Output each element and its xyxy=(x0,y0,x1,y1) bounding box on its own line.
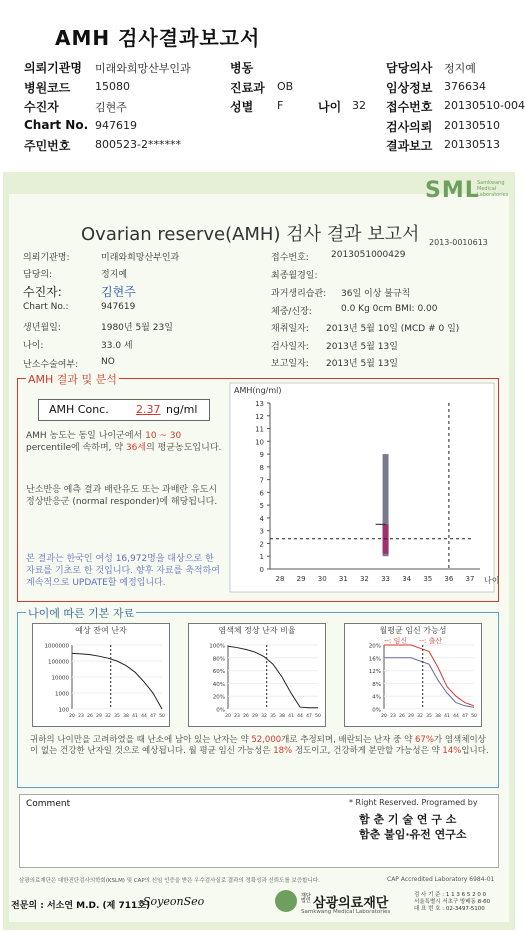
y-tick-label: 13 xyxy=(255,400,264,408)
x-tick-label: 20 xyxy=(381,714,387,719)
remaining-eggs-chart xyxy=(32,623,170,727)
amh-result-section xyxy=(17,373,500,602)
y-tick-label: 11 xyxy=(255,425,264,434)
lab-name-2: 함춘 불임·유전 연구소 xyxy=(359,828,467,841)
sml-logo-sub: Samkwang Medical Laboratories xyxy=(477,180,509,198)
value: 정지예 xyxy=(444,62,476,75)
x-tick-label: 38 xyxy=(279,714,285,719)
y-tick-label: 1 xyxy=(259,553,264,562)
y-tick-label: 20% xyxy=(368,643,381,650)
x-tick-label: 23 xyxy=(390,714,396,719)
x-tick-label: 23 xyxy=(234,714,240,719)
value: 800523-2****** xyxy=(95,138,181,151)
x-tick-label: 20 xyxy=(225,714,231,719)
y-tick-label: 100% xyxy=(209,643,225,650)
x-tick-label: 41 xyxy=(132,714,138,719)
legend-pregnancy: --: 임신 xyxy=(384,637,408,645)
label: Chart No. xyxy=(24,118,89,132)
value: 20130510-004 xyxy=(444,99,525,112)
y-tick-label: 0 xyxy=(259,566,264,574)
label: 임상정보 xyxy=(386,81,433,95)
label: 담당의사 xyxy=(386,61,433,75)
y-tick-label: 16% xyxy=(368,656,381,663)
value: 947619 xyxy=(95,119,137,132)
amh-value: 2.37 xyxy=(136,403,161,416)
doctor-signature: SoyeonSeo xyxy=(143,895,205,908)
y-tick-label: 12 xyxy=(255,412,264,421)
footnote: 삼광의료재단은 대한진단검사의학회(KSLM) 및 CAP의 신임 인증을 받은 우수검사실로 결과의 정확성과 신뢰도를 보증합니다. xyxy=(19,878,320,884)
x-tick-label: 32 xyxy=(261,714,267,719)
foundation-logo-icon xyxy=(275,890,297,912)
page-title: AMH 검사결과보고서 xyxy=(55,26,261,50)
x-tick-label: 32 xyxy=(359,575,369,583)
x-tick-label: 29 xyxy=(408,714,414,719)
label: 성별 xyxy=(230,100,254,114)
y-tick-label: 0% xyxy=(216,707,225,714)
value: 32 xyxy=(352,99,366,112)
x-tick-label: 50 xyxy=(315,714,321,719)
y-tick-label: 100000 xyxy=(48,659,69,666)
x-tick-label: 20 xyxy=(69,714,75,719)
y-tick-label: 40% xyxy=(212,681,225,688)
x-tick-label: 44 xyxy=(453,714,459,719)
x-tick-label: 47 xyxy=(306,714,312,719)
cap-note: CAP Accredited Laboratory 6984-01 xyxy=(387,876,495,883)
value: 20130510 xyxy=(444,119,500,132)
report-title: Ovarian reserve(AMH) 검사 결과 보고서 xyxy=(81,224,420,245)
x-tick-label: 31 xyxy=(338,575,348,583)
x-tick-label: 41 xyxy=(444,714,450,719)
x-tick-label: 41 xyxy=(288,714,294,719)
value: 376634 xyxy=(444,80,486,93)
y-tick-label: 3 xyxy=(259,527,264,536)
y-tick-label: 8 xyxy=(259,463,264,472)
scanned-report xyxy=(3,172,515,930)
section-title: 나이에 따른 기본 자료 xyxy=(28,607,135,620)
rights-note: * Right Reserved. Programed by xyxy=(349,798,478,807)
label: 병동 xyxy=(230,61,254,75)
y-tick-label: 8% xyxy=(372,681,381,688)
x-tick-label: 47 xyxy=(462,714,468,719)
x-tick-label: 38 xyxy=(123,714,129,719)
x-tick-label: 44 xyxy=(297,714,303,719)
label: 검사의뢰 xyxy=(386,120,433,134)
lab-name-1: 함 춘 기 술 연 구 소 xyxy=(359,813,457,826)
y-tick-label: 100 xyxy=(58,707,69,714)
x-tick-label: 50 xyxy=(159,714,165,719)
x-tick-label: 35 xyxy=(270,714,276,719)
amh-interpretation: AMH 농도는 동일 나이군에서 10 ~ 30 percentile에 속하며, 약 36세의 평균농도입니다. xyxy=(26,431,222,453)
value: OB xyxy=(277,80,294,93)
label: 수진자 xyxy=(24,100,59,114)
x-tick-label: 38 xyxy=(435,714,441,719)
x-tick-label: 28 xyxy=(275,575,285,583)
label: 접수번호 xyxy=(386,100,433,114)
sml-logo: SML xyxy=(425,178,480,203)
chart-title: 월평균 임신 가능성 xyxy=(379,626,447,635)
x-tick-label: 35 xyxy=(423,575,433,583)
x-tick-label: 50 xyxy=(471,714,477,719)
y-tick-label: 7 xyxy=(259,476,264,485)
x-tick-label: 30 xyxy=(317,575,327,583)
y-tick-label: 1000 xyxy=(55,691,69,698)
x-tick-label: 36 xyxy=(444,575,454,583)
age-data-section xyxy=(17,607,499,788)
x-tick-label: 47 xyxy=(150,714,156,719)
x-tick-label: 32 xyxy=(417,714,423,719)
x-tick-label: 44 xyxy=(141,714,147,719)
x-tick-label: 26 xyxy=(399,714,405,719)
legend-birth: --: 출산 xyxy=(419,637,443,645)
foundation-prefix: 재단법인 xyxy=(301,893,311,904)
pregnancy-chance-chart xyxy=(344,623,482,727)
foundation-name: 삼광의료재단 xyxy=(313,896,389,911)
chart-title: AMH(ng/ml) xyxy=(234,386,282,395)
label: 결과보고 xyxy=(386,139,433,153)
value: 김현주 xyxy=(95,101,127,114)
chart-title: 염색체 정상 난자 비율 xyxy=(218,626,296,635)
label: 의뢰기관명 xyxy=(24,61,82,75)
x-tick-label: 23 xyxy=(78,714,84,719)
label: 병원코드 xyxy=(24,81,71,95)
y-tick-label: 10000 xyxy=(51,675,69,682)
x-tick-label: 29 xyxy=(296,575,306,583)
doctor-name: 전문의 : 서소연 M.D. (제 711호) xyxy=(11,901,151,911)
value: F xyxy=(277,99,284,112)
x-tick-label: 33 xyxy=(381,575,391,583)
y-tick-label: 0% xyxy=(372,707,381,714)
x-tick-label: 26 xyxy=(243,714,249,719)
age-summary: 귀하의 나이만을 고려하였을 때 난소에 남아 있는 난자는 약 52,000개로 추정되며, 배란되는 난자 중 약 67%가 염색체이상이 없는 건강한 난자일 것으로 예상됩니다. 월 평균 임신 가능성은 18% 정도이고, 건강하게 분만할 가능성은 약 14%입니다. xyxy=(30,735,489,756)
value: 20130513 xyxy=(444,138,500,151)
x-tick-label: 32 xyxy=(105,714,111,719)
contact-info: 검 사 기 준 : 1 1 3 6 5 2 0 0 서울특별시 서초구 방배동 8-60 대 표 번 호 : 02-3497-5100 xyxy=(414,892,491,912)
y-tick-label: 10 xyxy=(255,438,264,447)
y-tick-label: 20% xyxy=(212,694,225,701)
amh-age-chart xyxy=(230,383,500,593)
x-tick-label: 29 xyxy=(96,714,102,719)
amh-response: 난소반응 예측 결과 배란유도 또는 과배란 유도시 정상반응군 (normal responder)에 해당됩니다. xyxy=(26,485,218,507)
x-tick-label: 35 xyxy=(426,714,432,719)
value: 15080 xyxy=(95,80,130,93)
chart-title: 예상 잔여 난자 xyxy=(75,626,127,635)
x-tick-label: 34 xyxy=(402,575,412,583)
y-tick-label: 4 xyxy=(259,514,264,523)
x-tick-label: 26 xyxy=(87,714,93,719)
y-tick-label: 2 xyxy=(259,540,264,549)
x-tick-label: 37 xyxy=(465,575,475,583)
y-tick-label: 1000000 xyxy=(44,643,69,650)
y-tick-label: 12% xyxy=(368,669,381,676)
y-tick-label: 5 xyxy=(259,502,264,511)
foundation-name-en: Samkwang Medical Laboratories xyxy=(301,909,391,915)
report-paper: SML Samkwang Medical Laboratories Ovarian reserve(AMH) 검사 결과 보고서 2013-0010613 의뢰기관명: 미래와희망산부인과 담당의: 정지예 수진자: 김현주 Chart No.: 947619 생년월일: 1980년 5월 23일 나이: 33.0 세 난소수술여부: NO 접수번호: 2013051000429 최종월경일: 과거생리습관: 36일 이상 불규칙 체중/신장: 0.0 Kg 0cm BMI: 0.00 채취일자: 2013년 5월 10일 (MCD # 0 일) 검사일자: 2013년 5월 13일 보고일자: 2013년 5월 13일 AMH 결과 및 분석 AMH Conc. 2.37 ng/ml AMH 농도는 동일 나이군에서 10 ~ 30 percentile에 속하며, 약 36세의 평균농도입니다. 난소반응 예측 결과 배란유도 또는 과배란 유도시 정상반응군 (normal responder)에 해당됩니다. 본 결과는 한국인 여성 16,972명을 대상으로 한 자료를 기초로 한 것입니다. 향후 자료를 축적하여 계속적으로 UPDATE할 예정입니다. AMH(ng/ml) 0 1 2 3 4 5 6 7 8 9 10 11 12 13 28 29 30 31 32 33 34 35 36 37 나이 나이에 따른 기본 자료 예상 잔여 난자 1000000 100000 10000 1000 100 20 23 26 29 32 35 38 41 44 47 50 염색체 정상 난자 비율 100% 80% 60% 40% 20% 0% 20 23 26 29 32 35 38 41 44 47 50 월평균 임신 가능성 --: 임신 --: 출산 20% 16% 12% 8% 4% 0% 20 23 26 29 32 35 38 41 44 47 50 귀하의 나이만을 고려하였을 때 난소에 남아 있는 난자는 약 52,000개로 추정되며, 배란되는 난자 중 약 67%가 염색체이상이 없는 건강한 난자일 것으로 예상됩니다. 월 평균 임신 가능성은 18% 정도이고, 건강하게 분만할 가능성은 약 14%입니다. Comment * Right Reserved. Programed by 함 춘 기 술 연 구 소 함춘 불임·유전 연구소 삼광의료재단은 대한진단검사의학회(KSLM) 및 CAP의 신임 인증을 받은 우수검사실로 결과의 정확성과 신뢰도를 보증합니다. CAP Accredited Laboratory 6984-01 전문의 : 서소연 M.D. (제 711호) SoyeonSeo 재단법인 삼광의료재단 Samkwang Medical Laboratories 검 사 기 준 : 1 1 3 6 5 2 0 0 서울특별시 서초구 방배동 8-60 대 표 번 호 : 02-3497-5100 xyxy=(9,194,509,922)
comment-label: Comment xyxy=(26,799,71,809)
amh-conc-box: AMH Conc. 2.37 ng/ml xyxy=(38,399,210,421)
label: 진료과 xyxy=(230,81,265,95)
header-info xyxy=(0,0,523,160)
label: 나이 xyxy=(318,100,342,114)
doc-number: 2013-0010613 xyxy=(429,238,488,247)
y-tick-label: 9 xyxy=(259,451,264,460)
normal-egg-ratio-chart xyxy=(188,623,326,727)
y-tick-label: 4% xyxy=(372,694,381,701)
label: 주민번호 xyxy=(24,139,71,153)
value: 미래와희망산부인과 xyxy=(95,62,191,75)
y-tick-label: 80% xyxy=(212,656,225,663)
x-tick-label: 29 xyxy=(252,714,258,719)
x-axis-label: 나이 xyxy=(484,576,500,585)
section-title: AMH 결과 및 분석 xyxy=(28,373,117,386)
y-tick-label: 6 xyxy=(259,489,264,498)
y-tick-label: 60% xyxy=(212,669,225,676)
amh-note: 본 결과는 한국인 여성 16,972명을 대상으로 한 자료를 기초로 한 것입니다. 향후 자료를 축적하여 계속적으로 UPDATE할 예정입니다. xyxy=(26,554,220,588)
x-tick-label: 35 xyxy=(114,714,120,719)
